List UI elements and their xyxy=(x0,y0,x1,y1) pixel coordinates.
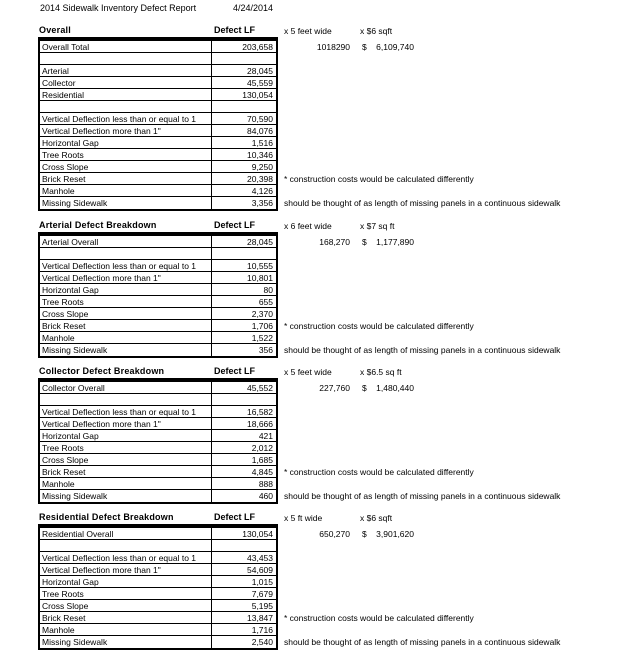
cost-factor-label: x $6 sqft xyxy=(360,513,393,523)
row-value-cell xyxy=(212,101,276,112)
row-value-cell xyxy=(212,394,276,405)
row-label-cell: Tree Roots xyxy=(40,296,212,307)
row-value-cell xyxy=(212,248,276,259)
row-value-cell: 7,679 xyxy=(251,589,273,599)
section-header xyxy=(38,366,402,380)
row-label-cell: Vertical Deflection less than or equal to 1 xyxy=(40,260,212,271)
row-note: * construction costs would be calculated differently xyxy=(284,321,474,331)
table-row xyxy=(40,430,276,442)
table-row xyxy=(40,296,276,308)
row-value-cell: 2,370 xyxy=(251,309,273,319)
row-label-cell xyxy=(40,101,212,112)
table-row xyxy=(40,624,276,636)
report-title: 2014 Sidewalk Inventory Defect Report xyxy=(40,3,197,13)
table-row xyxy=(40,636,561,648)
row-value-cell: 4,126 xyxy=(251,186,273,196)
defect-lf-column-header: Defect LF xyxy=(214,366,256,376)
row-label-cell: Cross Slope xyxy=(40,308,212,319)
table-row xyxy=(40,552,276,564)
row-value-cell: 1,516 xyxy=(251,138,273,148)
report-section xyxy=(38,220,623,358)
table-row xyxy=(40,528,414,540)
table-row xyxy=(40,197,561,209)
table-row xyxy=(40,382,414,394)
row-value-cell: 9,250 xyxy=(251,162,273,172)
row-label-cell: Vertical Deflection less than or equal to 1 xyxy=(40,113,212,124)
table-row xyxy=(40,89,276,101)
row-label-cell: Vertical Deflection more than 1" xyxy=(40,418,212,429)
table-row xyxy=(40,284,276,296)
cost-amount: 1,480,440 xyxy=(376,383,414,393)
computed-sqft-value: 168,270 xyxy=(319,237,350,247)
row-label-cell: Arterial xyxy=(40,65,212,76)
row-value-cell: 888 xyxy=(258,479,273,489)
defect-table xyxy=(38,39,561,211)
row-label-cell: Missing Sidewalk xyxy=(40,197,212,209)
table-row xyxy=(40,272,276,284)
table-row xyxy=(40,101,276,113)
table-row xyxy=(40,41,414,53)
row-label-cell: Tree Roots xyxy=(40,442,212,453)
table-row xyxy=(40,320,474,332)
row-value-cell: 18,666 xyxy=(247,419,273,429)
row-value-cell: 460 xyxy=(258,491,273,501)
row-value-cell: 28,045 xyxy=(247,237,273,247)
row-label-cell: Overall Total xyxy=(40,41,212,52)
row-label-cell: Missing Sidewalk xyxy=(40,490,212,502)
computed-cost xyxy=(362,383,414,393)
row-value-cell: 1,716 xyxy=(251,625,273,635)
dollar-sign-symbol: $ xyxy=(362,383,367,393)
row-label-cell: Cross Slope xyxy=(40,454,212,465)
computed-cost xyxy=(362,529,414,539)
row-label-cell: Brick Reset xyxy=(40,466,212,477)
table-row xyxy=(40,612,474,624)
row-label-cell xyxy=(40,248,212,259)
dollar-sign-symbol: $ xyxy=(362,237,367,247)
width-factor-label: x 5 feet wide xyxy=(284,367,332,377)
row-label-cell: Brick Reset xyxy=(40,612,212,623)
row-value-cell: 2,540 xyxy=(251,637,273,647)
table-row xyxy=(40,149,276,161)
table-row xyxy=(40,344,561,356)
row-label-cell: Manhole xyxy=(40,185,212,196)
row-value-cell: 4,845 xyxy=(251,467,273,477)
row-label-cell: Residential Overall xyxy=(40,528,212,539)
section-header xyxy=(38,220,395,234)
row-label-cell: Missing Sidewalk xyxy=(40,344,212,356)
width-factor-label: x 5 ft wide xyxy=(284,513,323,523)
width-factor-label: x 5 feet wide xyxy=(284,26,332,36)
row-label-cell: Horizontal Gap xyxy=(40,137,212,148)
section-title: Overall xyxy=(39,25,71,35)
section-title: Arterial Defect Breakdown xyxy=(39,220,157,230)
table-row xyxy=(40,113,276,125)
row-value-cell: 130,054 xyxy=(242,90,273,100)
table-row xyxy=(40,466,474,478)
row-note: should be thought of as length of missing panels in a continuous sidewalk xyxy=(284,345,561,355)
row-label-cell: Manhole xyxy=(40,478,212,489)
report-section xyxy=(38,366,623,504)
row-label-cell: Cross Slope xyxy=(40,600,212,611)
table-row xyxy=(40,576,276,588)
row-label-cell: Vertical Deflection less than or equal to 1 xyxy=(40,406,212,417)
row-value-cell: 80 xyxy=(263,285,273,295)
table-row xyxy=(40,588,276,600)
row-note: should be thought of as length of missing panels in a continuous sidewalk xyxy=(284,198,561,208)
row-value-cell: 10,801 xyxy=(247,273,273,283)
row-note: * construction costs would be calculated differently xyxy=(284,613,474,623)
row-value-cell: 10,346 xyxy=(247,150,273,160)
report-section xyxy=(38,512,623,650)
row-label-cell: Missing Sidewalk xyxy=(40,636,212,648)
row-label-cell: Brick Reset xyxy=(40,320,212,331)
cost-amount: 3,901,620 xyxy=(376,529,414,539)
row-label-cell: Tree Roots xyxy=(40,149,212,160)
computed-cost xyxy=(362,42,414,52)
row-note: should be thought of as length of missing panels in a continuous sidewalk xyxy=(284,491,561,501)
defect-table xyxy=(38,234,561,358)
row-label-cell: Brick Reset xyxy=(40,173,212,184)
row-value-cell: 43,453 xyxy=(247,553,273,563)
row-value-cell: 1,522 xyxy=(251,333,273,343)
row-value-cell: 655 xyxy=(258,297,273,307)
row-label-cell: Manhole xyxy=(40,332,212,343)
row-value-cell: 45,559 xyxy=(247,78,273,88)
table-row xyxy=(40,125,276,137)
defect-table xyxy=(38,526,561,650)
table-row xyxy=(40,418,276,430)
defect-lf-column-header: Defect LF xyxy=(214,25,256,35)
row-value-cell: 28,045 xyxy=(247,66,273,76)
table-row xyxy=(40,600,276,612)
table-row xyxy=(40,248,276,260)
row-value-cell xyxy=(212,53,276,64)
row-label-cell: Vertical Deflection less than or equal to 1 xyxy=(40,552,212,563)
row-label-cell: Vertical Deflection more than 1" xyxy=(40,272,212,283)
computed-sqft-value: 650,270 xyxy=(319,529,350,539)
row-label-cell: Manhole xyxy=(40,624,212,635)
row-value-cell: 54,609 xyxy=(247,565,273,575)
table-row xyxy=(40,260,276,272)
row-value-cell: 421 xyxy=(258,431,273,441)
computed-cost xyxy=(362,237,414,247)
table-row xyxy=(40,137,276,149)
row-value-cell: 1,685 xyxy=(251,455,273,465)
table-row xyxy=(40,77,276,89)
section-header xyxy=(38,512,393,526)
row-value-cell: 130,054 xyxy=(242,529,273,539)
report-date: 4/24/2014 xyxy=(233,3,274,13)
row-label-cell: Arterial Overall xyxy=(40,236,212,247)
row-value-cell: 203,658 xyxy=(242,42,273,52)
table-row xyxy=(40,490,561,502)
row-value-cell: 20,398 xyxy=(247,174,273,184)
row-note: * construction costs would be calculated differently xyxy=(284,467,474,477)
table-row xyxy=(40,564,276,576)
table-row xyxy=(40,185,276,197)
cost-factor-label: x $7 sq ft xyxy=(360,221,395,231)
row-value-cell: 3,356 xyxy=(251,198,273,208)
dollar-sign-symbol: $ xyxy=(362,42,367,52)
cost-factor-label: x $6.5 sq ft xyxy=(360,367,402,377)
table-row xyxy=(40,308,276,320)
row-value-cell: 84,076 xyxy=(247,126,273,136)
row-label-cell: Collector xyxy=(40,77,212,88)
row-label-cell: Tree Roots xyxy=(40,588,212,599)
row-label-cell: Vertical Deflection more than 1" xyxy=(40,125,212,136)
row-value-cell: 70,590 xyxy=(247,114,273,124)
section-title: Residential Defect Breakdown xyxy=(39,512,174,522)
row-label-cell: Horizontal Gap xyxy=(40,284,212,295)
row-value-cell: 2,012 xyxy=(251,443,273,453)
report-section xyxy=(38,25,623,211)
table-row xyxy=(40,454,276,466)
cost-amount: 6,109,740 xyxy=(376,42,414,52)
defect-table xyxy=(38,380,561,504)
dollar-sign-symbol: $ xyxy=(362,529,367,539)
row-value-cell xyxy=(212,540,276,551)
table-row xyxy=(40,173,474,185)
row-value-cell: 10,555 xyxy=(247,261,273,271)
row-label-cell xyxy=(40,53,212,64)
row-label-cell: Horizontal Gap xyxy=(40,430,212,441)
row-label-cell: Vertical Deflection more than 1" xyxy=(40,564,212,575)
width-factor-label: x 6 feet wide xyxy=(284,221,332,231)
table-row xyxy=(40,394,276,406)
table-row xyxy=(40,540,276,552)
row-label-cell: Horizontal Gap xyxy=(40,576,212,587)
section-header xyxy=(38,25,393,39)
table-row xyxy=(40,53,276,65)
table-row xyxy=(40,236,414,248)
row-label-cell: Collector Overall xyxy=(40,382,212,393)
table-row xyxy=(40,65,276,77)
computed-sqft-value: 227,760 xyxy=(319,383,350,393)
row-value-cell: 45,552 xyxy=(247,383,273,393)
section-title: Collector Defect Breakdown xyxy=(39,366,165,376)
table-row xyxy=(40,332,276,344)
row-note: * construction costs would be calculated differently xyxy=(284,174,474,184)
row-value-cell: 356 xyxy=(258,345,273,355)
row-value-cell: 1,706 xyxy=(251,321,273,331)
row-label-cell xyxy=(40,540,212,551)
cost-factor-label: x $6 sqft xyxy=(360,26,393,36)
row-label-cell: Residential xyxy=(40,89,212,100)
row-value-cell: 5,195 xyxy=(251,601,273,611)
row-value-cell: 1,015 xyxy=(251,577,273,587)
row-value-cell: 16,582 xyxy=(247,407,273,417)
table-row xyxy=(40,406,276,418)
table-row xyxy=(40,442,276,454)
cost-amount: 1,177,890 xyxy=(376,237,414,247)
defect-lf-column-header: Defect LF xyxy=(214,512,256,522)
row-value-cell: 13,847 xyxy=(247,613,273,623)
row-label-cell xyxy=(40,394,212,405)
defect-lf-column-header: Defect LF xyxy=(214,220,256,230)
computed-sqft-value: 1018290 xyxy=(316,42,350,52)
row-label-cell: Cross Slope xyxy=(40,161,212,172)
row-note: should be thought of as length of missing panels in a continuous sidewalk xyxy=(284,637,561,647)
table-row xyxy=(40,161,276,173)
table-row xyxy=(40,478,276,490)
